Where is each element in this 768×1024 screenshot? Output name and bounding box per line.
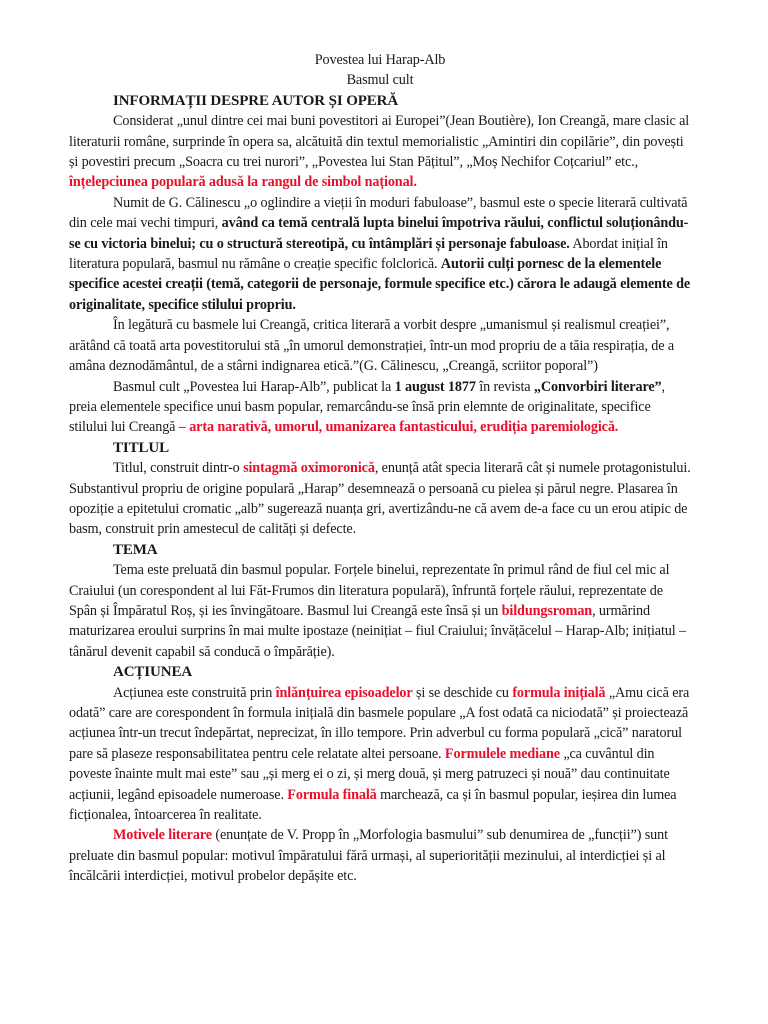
text-run: , enunță atât specia literară cât și numele protagonistului. Substantivul propriu de origine populară „Harap” desemnează o persoană cu pielea și părul negre. Plasarea în opoziție a epitetului cromatic „alb” sugerează nuanța gri, avertizându-ne că avem de-a face cu un erou atipic de basm, construit prin amestecul de calități și defecte. <box>69 460 691 538</box>
paragraph <box>69 458 691 540</box>
text-run: Abordat inițial în literatura populară, basmul nu rămâne o creație specific folclorică. <box>69 235 668 273</box>
section-heading: INFORMAȚII DESPRE AUTOR ȘI OPERĂ <box>113 92 399 109</box>
paragraph <box>69 193 691 315</box>
document-page <box>69 50 691 887</box>
text-run: , urmărind maturizarea eroului surprins în mai multe ipostaze (neinițiat – fiul Craiului; învățăcelul – Harap-Alb; inițiatul – tânărul devenit capabil să conducă o împărăție). <box>69 602 686 660</box>
paragraph <box>69 315 691 376</box>
text-run: „Amu cică era odată” care are corespondent în formula inițială din basmele populare „A fost odată ca niciodată” și proiectează acțiunea într-un trecut îndepărtat, neprecizat, în illo tempore. Prin adverbul cu forma populară „cică” naratorul pare să plaseze responsabilitatea pentru cele relatate altei persoane. <box>69 684 690 762</box>
document-subtitle: Basmul cult <box>346 72 414 89</box>
bold-text: 1 august 1877 <box>394 378 476 395</box>
text-run: Considerat „unul dintre cei mai buni povestitori ai Europei”(Jean Boutière), Ion Creangă, mare clasic al literaturii române, surprinde în opera sa, alcătuită din textul memorialistic „Amintiri din copilărie”, din povești și povestiri precum „Soacra cu trei nurori”, „Povestea lui Stan Pățitul”, „Moș Nechifor Coțcariul” etc., <box>69 113 690 171</box>
paragraph <box>69 377 691 438</box>
highlighted-text: Formulele mediane <box>444 745 560 762</box>
highlighted-text: înlănțuirea episoadelor <box>275 684 413 701</box>
document-title: Povestea lui Harap-Alb <box>314 52 446 68</box>
text-run: În legătură cu basmele lui Creangă, critica literară a vorbit despre „umanismul și realismul creației”, arătând că toată arta povestitorului stă „în umorul demonstrației, într-un mod propriu de a tăia respirația, de a amâna deznodământul, de a stârni indignarea etică.”(G. Călinescu, „Creangă, scriitor poporal”) <box>69 317 675 375</box>
text-run: „ca cuvântul din poveste înainte mult mai este” sau „și merg ei o zi, și merg două, și merg patruzeci și nouă” dau continuitate acțiunii, legând episoadele numeroase. <box>69 745 670 803</box>
highlighted-text: arta narativă, umorul, umanizarea fantasticului, erudiția paremiologică. <box>189 419 619 436</box>
document-body <box>69 91 691 887</box>
section-heading: TITLUL <box>113 439 169 456</box>
paragraph <box>69 683 691 826</box>
bold-text: având ca temă centrală lupta binelui împotriva răului, conflictul soluționându-se cu victoria binelui; cu o structură stereotipă, cu întâmplări și personaje fabuloase. <box>69 215 689 252</box>
paragraph <box>69 825 691 886</box>
text-run: Tema este preluată din basmul popular. Forțele binelui, reprezentate în primul rând de fiul cel mic al Craiului (un corespondent al lui Făt-Frumos din literatura populară), înfruntă forțele răului, reprezentate de Spân și Împăratul Roș, și ies învingătoare. Basmul lui Creangă este însă și un <box>69 562 670 619</box>
text-run: Basmul cult „Povestea lui Harap-Alb”, publicat la <box>113 378 395 395</box>
bold-text: „Convorbiri literare” <box>533 378 662 395</box>
highlighted-text: Formula finală <box>287 786 377 803</box>
text-run: (enunțate de V. Propp în „Morfologia basmului” sub denumirea de „funcții”) sunt preluate din basmul popular: motivul împăratului fără urmași, al superiorității mezinului, al interdicției și al încălcării interdicției, motivul probelor depășite etc. <box>69 827 668 885</box>
section-heading: TEMA <box>113 541 158 558</box>
highlighted-text: înțelepciunea populară adusă la rangul de simbol național. <box>69 174 417 191</box>
highlighted-text: Motivele literare <box>113 827 212 844</box>
text-run: Acțiunea este construită prin <box>113 684 276 701</box>
paragraph <box>69 560 691 662</box>
text-run: Numit de G. Călinescu „o oglindire a vieții în moduri fabuloase”, basmul este o specie literară cultivată din cele mai vechi timpuri, <box>69 194 688 232</box>
bold-text: Autorii culți pornesc de la elementele specifice acestei creații (temă, categorii de personaje, formule specifice etc.) cărora le adaugă elemente de originalitate, specifice stilului propriu. <box>69 256 691 313</box>
highlighted-text: formula inițială <box>512 684 606 701</box>
section-heading: ACȚIUNEA <box>113 664 193 681</box>
text-run: marchează, ca și în basmul popular, ieșirea din lumea ficționalea, întoarcerea în realitate. <box>69 786 677 824</box>
text-run: Titlul, construit dintr-o <box>113 460 244 477</box>
text-run: , preia elementele specifice unui basm popular, remarcându-se însă prin elemnte de originalitate, specifice stilului lui Creangă – <box>69 378 665 436</box>
text-run: și se deschide cu <box>412 684 513 701</box>
paragraph <box>69 111 691 193</box>
highlighted-text: bildungsroman <box>501 602 593 619</box>
text-run: în revista <box>475 378 534 395</box>
highlighted-text: sintagmă oximoronică <box>243 460 375 477</box>
